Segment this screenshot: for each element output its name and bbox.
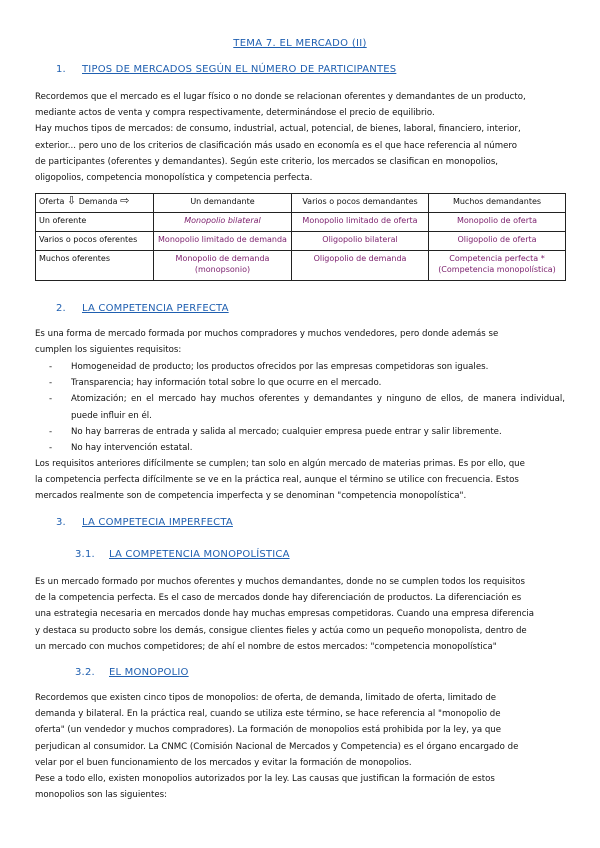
- list-item: - Atomización; en el mercado hay muchos oferentes y demandantes y ninguno de ellos, de manera individual, puede influir en él.: [35, 391, 565, 423]
- section-1-number: 1.: [56, 64, 66, 75]
- paragraph-monopolio: [35, 690, 565, 803]
- paragraph-line: Pese a todo ello, existen monopolios autorizados por la ley. Las causas que justifican la formación de estos: [35, 774, 495, 785]
- paragraph-line: y destaca su producto sobre los demás, consigue clientes fieles y actúa como un pequeño monopolista, dentro de: [35, 625, 527, 636]
- section-1-title: TIPOS DE MERCADOS SEGÚN EL NÚMERO DE PARTICIPANTES: [82, 64, 397, 75]
- section-3-title: LA COMPETECIA IMPERFECTA: [82, 517, 233, 528]
- section-3-1-title: LA COMPETENCIA MONOPOLÍSTICA: [109, 549, 290, 560]
- paragraph-line: una estrategia necesaria en mercados donde hay muchas empresas competidoras. Cuando una empresa diferencia: [35, 609, 535, 620]
- section-3-1-number: 3.1.: [75, 549, 95, 560]
- paragraph-line: un mercado con muchos competidores; de ahí el nombre de estos mercados: "competencia monopolística": [35, 641, 497, 652]
- requirements-list: [35, 359, 565, 456]
- paragraph-competencia-monopolistica: [35, 574, 565, 655]
- market-types-table: [35, 193, 566, 281]
- paragraph-line: la competencia perfecta difícilmente se ve en la práctica real, aunque el término se utilice con frecuencia. Estos: [35, 475, 519, 486]
- table-col-header: Muchos demandantes: [429, 194, 566, 213]
- paragraph-line: mediante actos de venta y compra respectivamente, determinándose el precio de equilibrio.: [35, 108, 435, 119]
- paragraph-line: Recordemos que el mercado es el lugar físico o no donde se relacionan oferentes y demandantes de un producto,: [35, 92, 526, 102]
- section-2-number: 2.: [56, 303, 66, 314]
- paragraph-line: Hay muchos tipos de mercados: de consumo, industrial, actual, potencial, de bienes, laboral, financiero, interior,: [35, 124, 521, 135]
- section-1-heading: [56, 64, 396, 75]
- table-row: [36, 232, 566, 251]
- table-cell: Competencia perfecta * (Competencia monopolística): [429, 251, 566, 281]
- section-3-2-heading: [75, 667, 189, 678]
- table-cell: Oligopolio bilateral: [292, 232, 429, 251]
- table-cell: Oligopolio de demanda: [292, 251, 429, 281]
- table-cell: Monopolio limitado de oferta: [292, 213, 429, 232]
- paragraph-line: mercados realmente son de competencia imperfecta y se denominan "competencia monopolística".: [35, 491, 467, 502]
- table-cell: Oligopolio de oferta: [429, 232, 566, 251]
- section-3-2-title: EL MONOPOLIO: [109, 667, 189, 678]
- table-header-row: [36, 194, 566, 213]
- table-cell: Monopolio bilateral: [154, 213, 292, 232]
- paragraph-line: oferta" (un vendedor y muchos compradores). La formación de monopolios está prohibida por la ley, ya que: [35, 725, 502, 736]
- paragraph-line: Es un mercado formado por muchos oferentes y muchos demandantes, donde no se cumplen todos los requisitos: [35, 577, 525, 587]
- section-3-2-number: 3.2.: [75, 667, 95, 678]
- paragraph-line: perjudican al consumidor. La CNMC (Comisión Nacional de Mercados y Competencia) es el órgano encargado de: [35, 741, 519, 752]
- paragraph-line: Los requisitos anteriores difícilmente se cumplen; tan solo en algún mercado de materias primas. Es por ello, que: [35, 459, 525, 469]
- section-2-heading: [56, 303, 229, 314]
- paragraph-line: oligopolios, competencia monopolística y competencia perfecta.: [35, 173, 313, 184]
- table-col-header: Un demandante: [154, 194, 292, 213]
- table-corner-cell: [36, 194, 154, 213]
- list-item: - No hay barreras de entrada y salida al mercado; cualquier empresa puede entrar y salir libremente.: [35, 424, 565, 440]
- table-row-label: Varios o pocos oferentes: [36, 232, 154, 251]
- list-item: - Homogeneidad de producto; los productos ofrecidos por las empresas competidoras son iguales.: [35, 359, 565, 375]
- list-item: - Transparencia; hay información total sobre lo que ocurre en el mercado.: [35, 375, 565, 391]
- paragraph-requisitos: [35, 456, 565, 505]
- section-3-1-heading: [75, 549, 290, 560]
- paragraph-line: cumplen los siguientes requisitos:: [35, 345, 182, 356]
- section-2-title: LA COMPETENCIA PERFECTA: [82, 303, 229, 314]
- table-row-label: Muchos oferentes: [36, 251, 154, 281]
- table-cell: Monopolio de demanda (monopsonio): [154, 251, 292, 281]
- paragraph-line: exterior... pero uno de los criterios de clasificación más usado en economía es el que hace referencia al número: [35, 140, 518, 151]
- paragraph-line: de la competencia perfecta. Es el caso de mercados donde hay diferenciación de productos. La diferenciación es: [35, 593, 522, 604]
- paragraph-competencia-perfecta: [35, 326, 565, 358]
- list-item: - No hay intervención estatal.: [35, 440, 565, 456]
- paragraph-line: velar por el buen funcionamiento de los mercados y evitar la formación de monopolios.: [35, 757, 412, 768]
- arrow-right-icon: ⇨: [120, 194, 130, 207]
- section-3-heading: [56, 517, 233, 528]
- paragraph-line: demanda y bilateral. En la práctica real, cuando se utiliza este término, se hace referencia al "monopolio de: [35, 709, 501, 720]
- corner-demanda-label: Demanda: [78, 197, 118, 206]
- paragraph-line: Recordemos que existen cinco tipos de monopolios: de oferta, de demanda, limitado de oferta, limitado de: [35, 693, 497, 703]
- arrow-down-icon: ⇩: [66, 194, 77, 207]
- table-row: [36, 213, 566, 232]
- paragraph-intro: [35, 89, 565, 186]
- document-title: TEMA 7. EL MERCADO (II): [233, 38, 367, 49]
- paragraph-line: de participantes (oferentes y demandantes). Según este criterio, los mercados se clasifican en monopolios,: [35, 156, 499, 167]
- paragraph-line: monopolios son las siguientes:: [35, 790, 167, 801]
- table-row: [36, 251, 566, 281]
- table-cell: Monopolio de oferta: [429, 213, 566, 232]
- table-cell: Monopolio limitado de demanda: [154, 232, 292, 251]
- table-col-header: Varios o pocos demandantes: [292, 194, 429, 213]
- paragraph-line: Es una forma de mercado formada por muchos compradores y muchos vendedores, pero donde además se: [35, 329, 499, 339]
- section-3-number: 3.: [56, 517, 66, 528]
- table-row-label: Un oferente: [36, 213, 154, 232]
- corner-oferta-label: Oferta: [39, 197, 65, 206]
